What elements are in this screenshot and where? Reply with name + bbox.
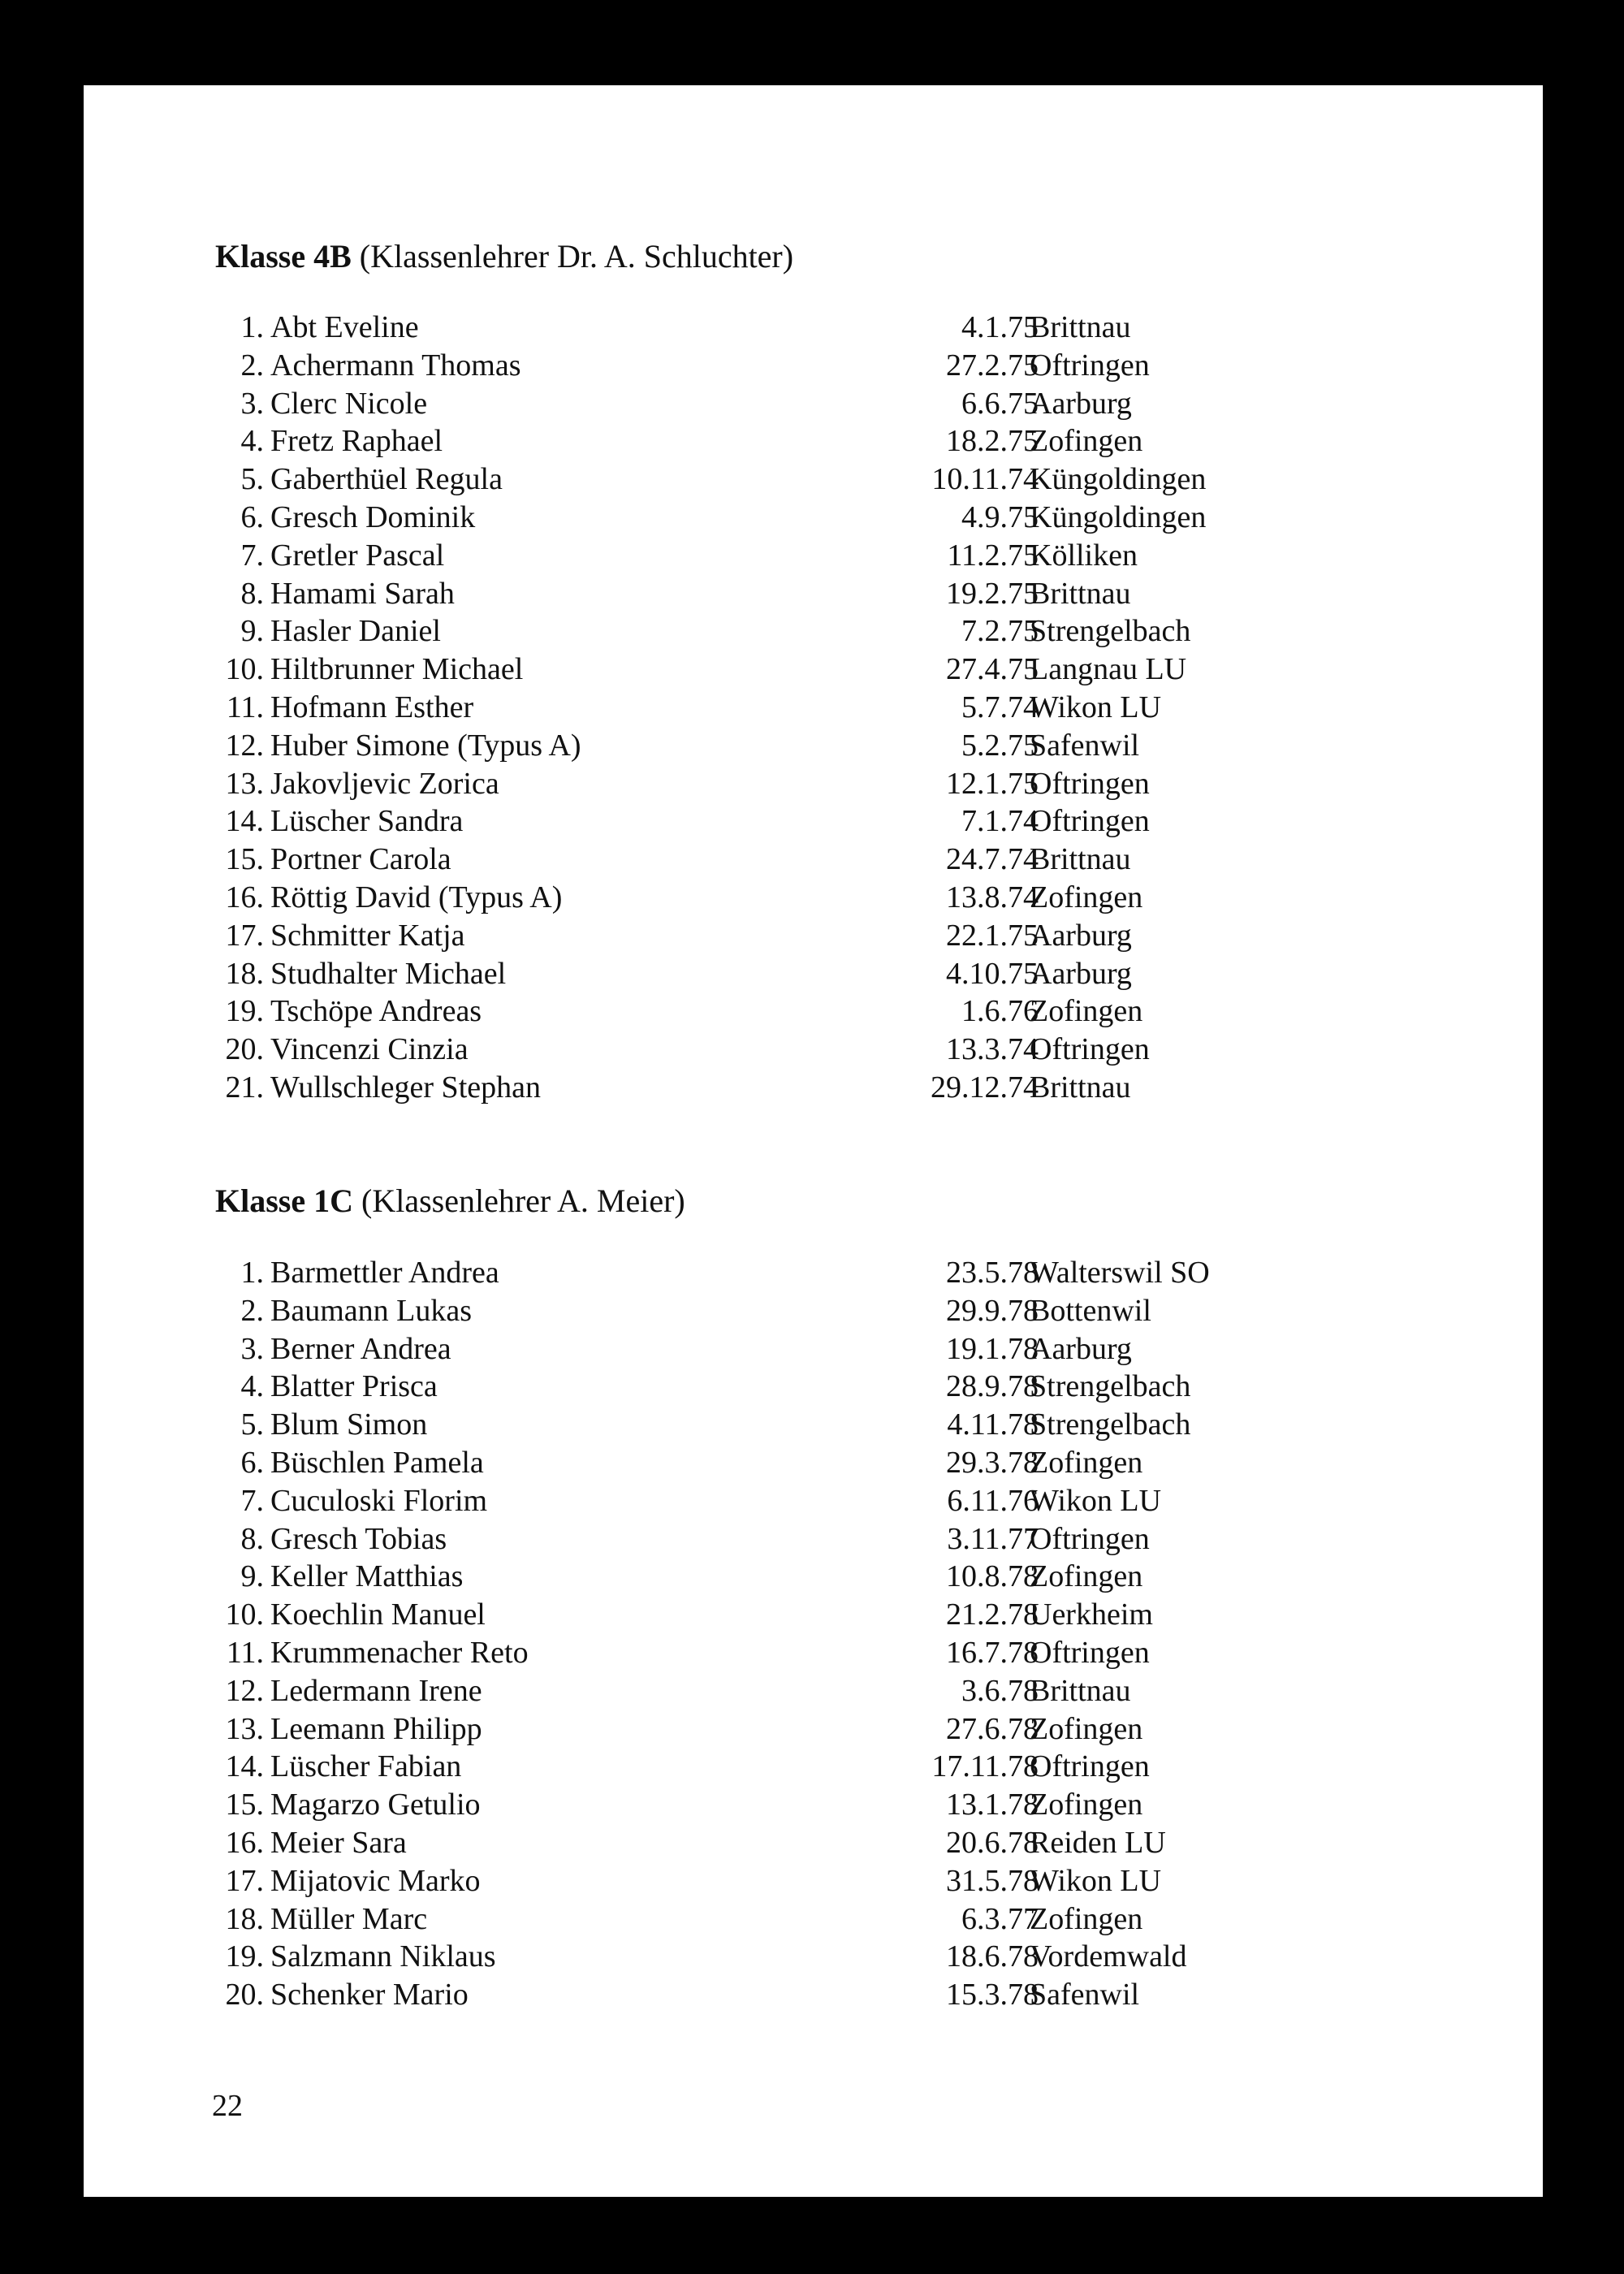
student-birthdate: 21.2.78 <box>946 1597 1039 1632</box>
student-birthdate: 5.7.74 <box>961 690 1039 724</box>
student-birthdate: 6.6.75 <box>961 386 1039 421</box>
student-birthdate: 18.6.78 <box>946 1939 1039 1974</box>
student-hometown: Bottenwil <box>1030 1293 1151 1328</box>
student-name: Wullschleger Stephan <box>270 1070 541 1105</box>
student-row <box>84 1786 1543 1824</box>
student-row <box>84 575 1543 613</box>
student-birthdate: 19.1.78 <box>946 1331 1039 1366</box>
student-name: Röttig David (Typus A) <box>270 880 563 914</box>
student-birthdate: 6.11.76 <box>947 1483 1039 1518</box>
student-name: Krummenacher Reto <box>270 1635 529 1670</box>
student-row <box>84 1976 1543 2014</box>
student-number: 10. <box>225 1597 264 1632</box>
student-hometown: Oftringen <box>1030 1032 1150 1067</box>
student-number: 21. <box>225 1070 264 1105</box>
student-birthdate: 7.1.74 <box>961 804 1039 839</box>
student-birthdate: 6.3.77 <box>961 1901 1039 1936</box>
student-hometown: Wikon LU <box>1030 1863 1162 1898</box>
student-row <box>84 1444 1543 1482</box>
student-name: Ledermann Irene <box>270 1673 482 1708</box>
student-name: Jakovljevic Zorica <box>270 766 499 801</box>
student-name: Magarzo Getulio <box>270 1788 481 1822</box>
student-birthdate: 4.1.75 <box>961 310 1039 344</box>
student-row <box>84 1710 1543 1749</box>
student-row <box>84 1634 1543 1672</box>
student-name: Hamami Sarah <box>270 576 455 611</box>
student-birthdate: 17.11.78 <box>931 1749 1039 1784</box>
student-row <box>84 1292 1543 1330</box>
student-name: Keller Matthias <box>270 1559 464 1594</box>
student-hometown: Walterswil SO <box>1030 1256 1210 1290</box>
student-number: 10. <box>225 652 264 687</box>
student-birthdate: 18.2.75 <box>946 424 1039 459</box>
student-row <box>84 1069 1543 1107</box>
student-number: 9. <box>240 1559 264 1594</box>
student-birthdate: 10.11.74 <box>931 462 1039 497</box>
student-birthdate: 27.6.78 <box>946 1711 1039 1746</box>
student-hometown: Oftringen <box>1030 1749 1150 1784</box>
student-number: 7. <box>240 538 264 573</box>
student-number: 14. <box>225 1749 264 1784</box>
student-birthdate: 4.11.78 <box>947 1407 1039 1442</box>
student-name: Vincenzi Cinzia <box>270 1032 469 1067</box>
student-number: 9. <box>240 614 264 649</box>
student-number: 15. <box>225 1788 264 1822</box>
student-name: Mijatovic Marko <box>270 1863 481 1898</box>
student-birthdate: 12.1.75 <box>946 766 1039 801</box>
student-number: 18. <box>225 956 264 991</box>
student-row <box>84 1254 1543 1292</box>
student-name: Huber Simone (Typus A) <box>270 728 581 763</box>
class-teacher: (Klassenlehrer Dr. A. Schluchter) <box>359 238 794 275</box>
student-name: Blum Simon <box>270 1407 428 1442</box>
student-hometown: Strengelbach <box>1030 614 1191 649</box>
student-name: Hiltbrunner Michael <box>270 652 524 687</box>
class-heading-4b <box>215 238 793 275</box>
student-row <box>84 537 1543 575</box>
student-hometown: Zofingen <box>1030 994 1143 1029</box>
student-birthdate: 31.5.78 <box>946 1863 1039 1898</box>
student-row <box>84 1482 1543 1520</box>
student-name: Koechlin Manuel <box>270 1597 486 1632</box>
student-name: Gaberthüel Regula <box>270 462 503 497</box>
student-name: Gresch Dominik <box>270 499 476 534</box>
student-hometown: Uerkheim <box>1030 1597 1153 1632</box>
student-birthdate: 29.9.78 <box>946 1293 1039 1328</box>
student-hometown: Zofingen <box>1030 1559 1143 1594</box>
student-hometown: Aarburg <box>1030 918 1132 953</box>
student-number: 1. <box>240 310 264 344</box>
student-number: 11. <box>226 1635 264 1670</box>
student-hometown: Zofingen <box>1030 1445 1143 1480</box>
student-birthdate: 29.3.78 <box>946 1445 1039 1480</box>
student-name: Salzmann Niklaus <box>270 1939 496 1974</box>
student-number: 12. <box>225 728 264 763</box>
class-heading-1c <box>215 1182 685 1220</box>
student-birthdate: 23.5.78 <box>946 1256 1039 1290</box>
student-name: Büschlen Pamela <box>270 1445 484 1480</box>
student-row <box>84 727 1543 765</box>
student-name: Lüscher Sandra <box>270 804 464 839</box>
student-hometown: Oftringen <box>1030 1521 1150 1556</box>
student-birthdate: 10.8.78 <box>946 1559 1039 1594</box>
student-row <box>84 1520 1543 1559</box>
student-number: 12. <box>225 1673 264 1708</box>
student-hometown: Kölliken <box>1030 538 1138 573</box>
student-hometown: Küngoldingen <box>1030 499 1207 534</box>
document-page <box>84 85 1543 2197</box>
student-row <box>84 917 1543 955</box>
student-name: Gretler Pascal <box>270 538 445 573</box>
student-hometown: Oftringen <box>1030 348 1150 383</box>
student-name: Berner Andrea <box>270 1331 451 1366</box>
student-name: Meier Sara <box>270 1825 407 1860</box>
student-row <box>84 992 1543 1031</box>
student-row <box>84 1031 1543 1069</box>
student-birthdate: 27.2.75 <box>946 348 1039 383</box>
student-name: Tschöpe Andreas <box>270 994 482 1029</box>
student-birthdate: 13.8.74 <box>946 880 1039 914</box>
student-hometown: Brittnau <box>1030 1673 1131 1708</box>
student-number: 6. <box>240 499 264 534</box>
student-row <box>84 347 1543 385</box>
student-hometown: Zofingen <box>1030 880 1143 914</box>
student-hometown: Wikon LU <box>1030 1483 1162 1518</box>
student-birthdate: 1.6.76 <box>961 994 1039 1029</box>
student-number: 17. <box>225 918 264 953</box>
student-number: 20. <box>225 1032 264 1067</box>
student-birthdate: 5.2.75 <box>961 728 1039 763</box>
student-number: 19. <box>225 1939 264 1974</box>
student-row <box>84 651 1543 689</box>
student-name: Achermann Thomas <box>270 348 521 383</box>
student-row <box>84 689 1543 727</box>
student-list-4b <box>84 309 1543 1107</box>
student-birthdate: 3.6.78 <box>961 1673 1039 1708</box>
student-name: Leemann Philipp <box>270 1711 482 1746</box>
student-name: Abt Eveline <box>270 310 419 344</box>
student-number: 15. <box>225 842 264 877</box>
student-row <box>84 1748 1543 1786</box>
student-row <box>84 841 1543 879</box>
student-hometown: Küngoldingen <box>1030 462 1207 497</box>
student-number: 4. <box>240 424 264 459</box>
student-birthdate: 13.1.78 <box>946 1788 1039 1822</box>
student-row <box>84 1824 1543 1862</box>
student-number: 5. <box>240 462 264 497</box>
student-number: 4. <box>240 1369 264 1404</box>
student-birthdate: 15.3.78 <box>946 1978 1039 2012</box>
student-row <box>84 422 1543 460</box>
student-name: Baumann Lukas <box>270 1293 473 1328</box>
student-hometown: Brittnau <box>1030 576 1131 611</box>
student-number: 7. <box>240 1483 264 1518</box>
student-row <box>84 1406 1543 1444</box>
student-hometown: Reiden LU <box>1030 1825 1166 1860</box>
student-birthdate: 28.9.78 <box>946 1369 1039 1404</box>
student-hometown: Langnau LU <box>1030 652 1187 687</box>
student-hometown: Oftringen <box>1030 766 1150 801</box>
student-birthdate: 29.12.74 <box>931 1070 1039 1105</box>
student-number: 8. <box>240 1521 264 1556</box>
student-birthdate: 27.4.75 <box>946 652 1039 687</box>
student-number: 16. <box>225 880 264 914</box>
student-row <box>84 1558 1543 1596</box>
student-hometown: Aarburg <box>1030 956 1132 991</box>
student-birthdate: 22.1.75 <box>946 918 1039 953</box>
student-birthdate: 3.11.77 <box>947 1521 1039 1556</box>
student-number: 13. <box>225 766 264 801</box>
student-name: Schmitter Katja <box>270 918 465 953</box>
student-number: 5. <box>240 1407 264 1442</box>
student-row <box>84 1596 1543 1634</box>
student-name: Portner Carola <box>270 842 451 877</box>
student-name: Blatter Prisca <box>270 1369 438 1404</box>
student-hometown: Brittnau <box>1030 310 1131 344</box>
student-birthdate: 24.7.74 <box>946 842 1039 877</box>
student-number: 16. <box>225 1825 264 1860</box>
student-hometown: Aarburg <box>1030 386 1132 421</box>
student-name: Studhalter Michael <box>270 956 507 991</box>
student-name: Barmettler Andrea <box>270 1256 499 1290</box>
student-name: Schenker Mario <box>270 1978 469 2012</box>
student-row <box>84 460 1543 499</box>
student-row <box>84 802 1543 841</box>
student-hometown: Wikon LU <box>1030 690 1162 724</box>
student-hometown: Brittnau <box>1030 1070 1131 1105</box>
student-birthdate: 4.9.75 <box>961 499 1039 534</box>
student-number: 17. <box>225 1863 264 1898</box>
student-number: 20. <box>225 1978 264 2012</box>
student-row <box>84 879 1543 917</box>
student-hometown: Oftringen <box>1030 804 1150 839</box>
student-hometown: Safenwil <box>1030 1978 1140 2012</box>
student-number: 8. <box>240 576 264 611</box>
student-row <box>84 309 1543 347</box>
student-name: Gresch Tobias <box>270 1521 447 1556</box>
class-code: Klasse 4B <box>215 238 352 275</box>
student-name: Müller Marc <box>270 1901 428 1936</box>
student-hometown: Strengelbach <box>1030 1369 1191 1404</box>
student-birthdate: 20.6.78 <box>946 1825 1039 1860</box>
student-row <box>84 1900 1543 1939</box>
student-name: Fretz Raphael <box>270 424 443 459</box>
student-number: 13. <box>225 1711 264 1746</box>
student-row <box>84 765 1543 803</box>
student-row <box>84 1368 1543 1406</box>
student-birthdate: 11.2.75 <box>947 538 1039 573</box>
student-row <box>84 1938 1543 1976</box>
student-row <box>84 612 1543 651</box>
student-birthdate: 7.2.75 <box>961 614 1039 649</box>
student-hometown: Zofingen <box>1030 1788 1143 1822</box>
student-number: 6. <box>240 1445 264 1480</box>
student-number: 3. <box>240 1331 264 1366</box>
student-number: 19. <box>225 994 264 1029</box>
student-row <box>84 1330 1543 1368</box>
student-number: 18. <box>225 1901 264 1936</box>
student-hometown: Aarburg <box>1030 1331 1132 1366</box>
student-hometown: Strengelbach <box>1030 1407 1191 1442</box>
class-code: Klasse 1C <box>215 1182 353 1219</box>
student-number: 1. <box>240 1256 264 1290</box>
student-number: 14. <box>225 804 264 839</box>
student-name: Hasler Daniel <box>270 614 441 649</box>
student-birthdate: 19.2.75 <box>946 576 1039 611</box>
student-row <box>84 385 1543 423</box>
student-list-1c <box>84 1254 1543 2014</box>
student-hometown: Zofingen <box>1030 1901 1143 1936</box>
student-birthdate: 16.7.78 <box>946 1635 1039 1670</box>
student-name: Lüscher Fabian <box>270 1749 462 1784</box>
student-hometown: Oftringen <box>1030 1635 1150 1670</box>
student-name: Cuculoski Florim <box>270 1483 488 1518</box>
page-number: 22 <box>212 2089 243 2123</box>
student-row <box>84 499 1543 537</box>
student-hometown: Zofingen <box>1030 1711 1143 1746</box>
student-number: 3. <box>240 386 264 421</box>
student-hometown: Safenwil <box>1030 728 1140 763</box>
student-row <box>84 1862 1543 1900</box>
student-number: 11. <box>226 690 264 724</box>
student-name: Clerc Nicole <box>270 386 428 421</box>
student-number: 2. <box>240 348 264 383</box>
student-hometown: Zofingen <box>1030 424 1143 459</box>
student-hometown: Brittnau <box>1030 842 1131 877</box>
student-name: Hofmann Esther <box>270 690 474 724</box>
student-number: 2. <box>240 1293 264 1328</box>
student-birthdate: 4.10.75 <box>946 956 1039 991</box>
student-row <box>84 1672 1543 1710</box>
class-teacher: (Klassenlehrer A. Meier) <box>361 1182 685 1219</box>
student-birthdate: 13.3.74 <box>946 1032 1039 1067</box>
student-row <box>84 955 1543 993</box>
student-hometown: Vordemwald <box>1030 1939 1187 1974</box>
